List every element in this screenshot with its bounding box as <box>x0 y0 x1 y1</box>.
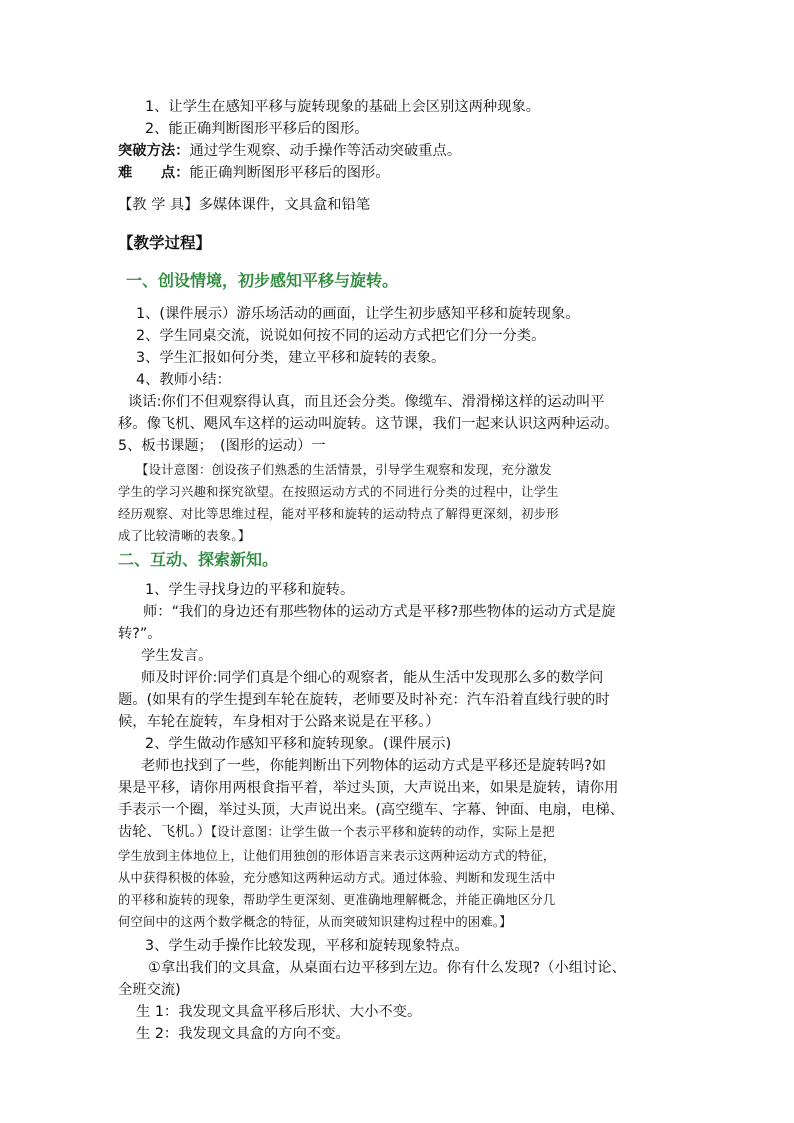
tools-line: 【教 学 具】多媒体课件，文具盒和铅笔 <box>118 197 371 213</box>
process-title: 【教学过程】 <box>118 234 212 252</box>
section2-design-4: 何空间中的这两个数学概念的特征，从而突破知识建构过程中的困难。】 <box>118 915 512 929</box>
section1-design-1: 【设计意图：创设孩子们熟悉的生活情景，引导学生观察和发现，充分激发 <box>136 463 552 477</box>
section2-design-1: 学生放到主体地位上，让他们用独创的形体语言来表示这两种运动方式的特征， <box>118 849 556 863</box>
method-line <box>118 140 718 162</box>
section1-board: 5、板书课题； (图形的运动）一 <box>118 438 326 454</box>
section2-mixed-prefix: 齿轮、飞机。） <box>118 824 211 840</box>
section2-tail-4: 生 1：我发现文具盒平移后形状、大小不变。 <box>136 1004 422 1020</box>
difficulty-line <box>118 162 718 184</box>
section1-item-4: 4、教师小结： <box>136 372 231 388</box>
method-text: 通过学生观察、动手操作等活动突破重点。 <box>189 143 462 159</box>
section2-title: 二、互动、探索新知。 <box>118 550 279 569</box>
section1-summary-1: 谈话:你们不但观察得认真，而且还会分类。像缆车、滑滑梯这样的运动叫平 <box>128 394 605 410</box>
difficulty-text: 能正确判断图形平移后的图形。 <box>189 165 390 181</box>
section2-line-11: 手表示一个圈，举过头顶，大声说出来。(高空缆车、字幕、钟面、电扇，电梯、 <box>118 802 624 818</box>
section2-line-10: 果是平移，请你用两根食指平着，举过头顶，大声说出来，如果是旋转，请你用 <box>118 780 619 796</box>
section2-mixed-design: 【设计意图：让学生做一个表示平移和旋转的动作，实际上是把 <box>210 825 555 839</box>
section1-design-3: 经历观察、对比等思维过程，能对平移和旋转的运动特点了解得更深刻，初步形 <box>118 507 559 521</box>
section1-design-2: 学生的学习兴趣和探究欲望。在按照运动方式的不同进行分类的过程中，让学生 <box>118 485 559 499</box>
section2-line-1: 1、学生寻找身边的平移和旋转。 <box>145 582 355 598</box>
section2-line-3: 转?”。 <box>118 626 162 642</box>
section1-item-2: 2、学生同桌交流，说说如何按不同的运动方式把它们分一分类。 <box>136 328 546 344</box>
section2-design-2: 从中获得积极的体验，充分感知这两种运动方式。通过体验、判断和发现生活中 <box>118 871 556 885</box>
section2-line-8: 2、学生做动作感知平移和旋转现象。(课件展示) <box>145 736 452 752</box>
section1-item-1: 1、(课件展示）游乐场活动的画面，让学生初步感知平移和旋转现象。 <box>136 306 580 322</box>
section1-design-4: 成了比较清晰的表象。】 <box>118 529 251 543</box>
section2-line-4: 学生发言。 <box>141 648 213 664</box>
section2-tail-2: ①拿出我们的文具盒，从桌面右边平移到左边。你有什么发现?（小组讨论、 <box>148 960 626 976</box>
section1-item-3: 3、学生汇报如何分类，建立平移和旋转的表象。 <box>136 350 446 366</box>
difficulty-label: 难 点： <box>118 165 190 181</box>
section2-tail-3: 全班交流) <box>118 982 181 998</box>
section2-line-5: 师及时评价:同学们真是个细心的观察者，能从生活中发现那么多的数学问 <box>141 670 604 686</box>
section1-summary-2: 移。像飞机、飓风车这样的运动叫旋转。这节课，我们一起来认识这两种运动。 <box>118 416 619 432</box>
objective-1: 1、让学生在感知平移与旋转现象的基础上会区别这两种现象。 <box>145 99 541 115</box>
objective-2: 2、能正确判断图形平移后的图形。 <box>145 121 369 137</box>
method-label: 突破方法： <box>118 143 190 159</box>
section2-tail-5: 生 2：我发现文具盒的方向不变。 <box>136 1026 350 1042</box>
section2-line-2: 师：“我们的身边还有那些物体的运动方式是平移?那些物体的运动方式是旋 <box>143 604 616 620</box>
section1-title: 一、创设情境，初步感知平移与旋转。 <box>126 271 399 290</box>
section2-mixed-line <box>118 821 718 843</box>
section2-design-3: 的平移和旋转的现象，帮助学生更深刻、更准确地理解概念，并能正确地区分几 <box>118 893 556 907</box>
section2-line-6: 题。(如果有的学生提到车轮在旋转，老师要及时补充：汽车沿着直线行驶的时 <box>118 692 610 708</box>
section2-line-9: 老师也找到了一些，你能判断出下列物体的运动方式是平移还是旋转吗?如 <box>141 758 607 774</box>
section2-line-7: 候，车轮在旋转，车身相对于公路来说是在平移。） <box>118 714 440 730</box>
section2-tail-1: 3、学生动手操作比较发现，平移和旋转现象特点。 <box>145 938 469 954</box>
